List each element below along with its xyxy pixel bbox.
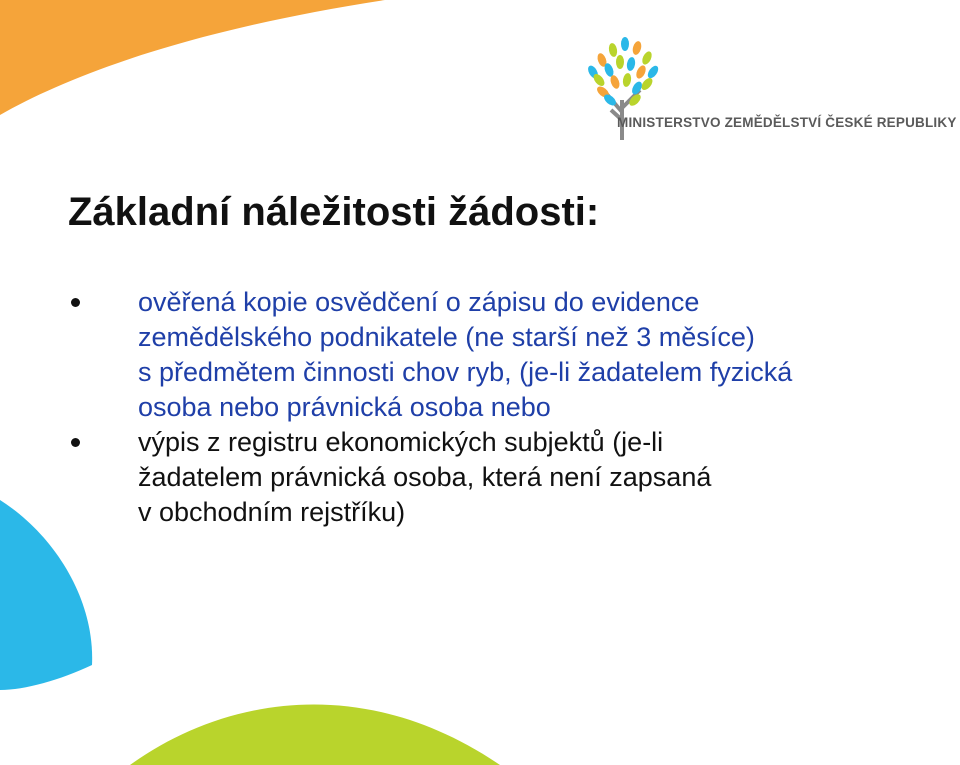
- bullet-line: zemědělského podnikatele (ne starší než 3 měsíce): [138, 322, 755, 352]
- orange-leaf-shape: [0, 0, 385, 115]
- bullet-point: [71, 298, 80, 307]
- slide-title: Základní náležitosti žádosti:: [68, 190, 600, 234]
- bullet-item: [68, 425, 958, 530]
- bullet-line: v obchodním rejstříku): [138, 497, 406, 527]
- bullet-line: výpis z registru ekonomických subjektů (je-li: [138, 427, 664, 457]
- green-leaf-shape: [130, 704, 500, 765]
- bullet-line: s předmětem činnosti chov ryb, (je-li žadatelem fyzická: [138, 357, 793, 387]
- bullet-line: ověřená kopie osvědčení o zápisu do evidence: [138, 287, 700, 317]
- bullet-line: žadatelem právnická osoba, která není zapsaná: [138, 462, 712, 492]
- bullet-line: osoba nebo právnická osoba nebo: [138, 392, 551, 422]
- bullet-item: [68, 285, 958, 425]
- bullet-list: [68, 285, 958, 530]
- ministry-name: MINISTERSTVO ZEMĚDĚLSTVÍ ČESKÉ REPUBLIKY: [617, 115, 957, 130]
- bullet-point: [71, 438, 80, 447]
